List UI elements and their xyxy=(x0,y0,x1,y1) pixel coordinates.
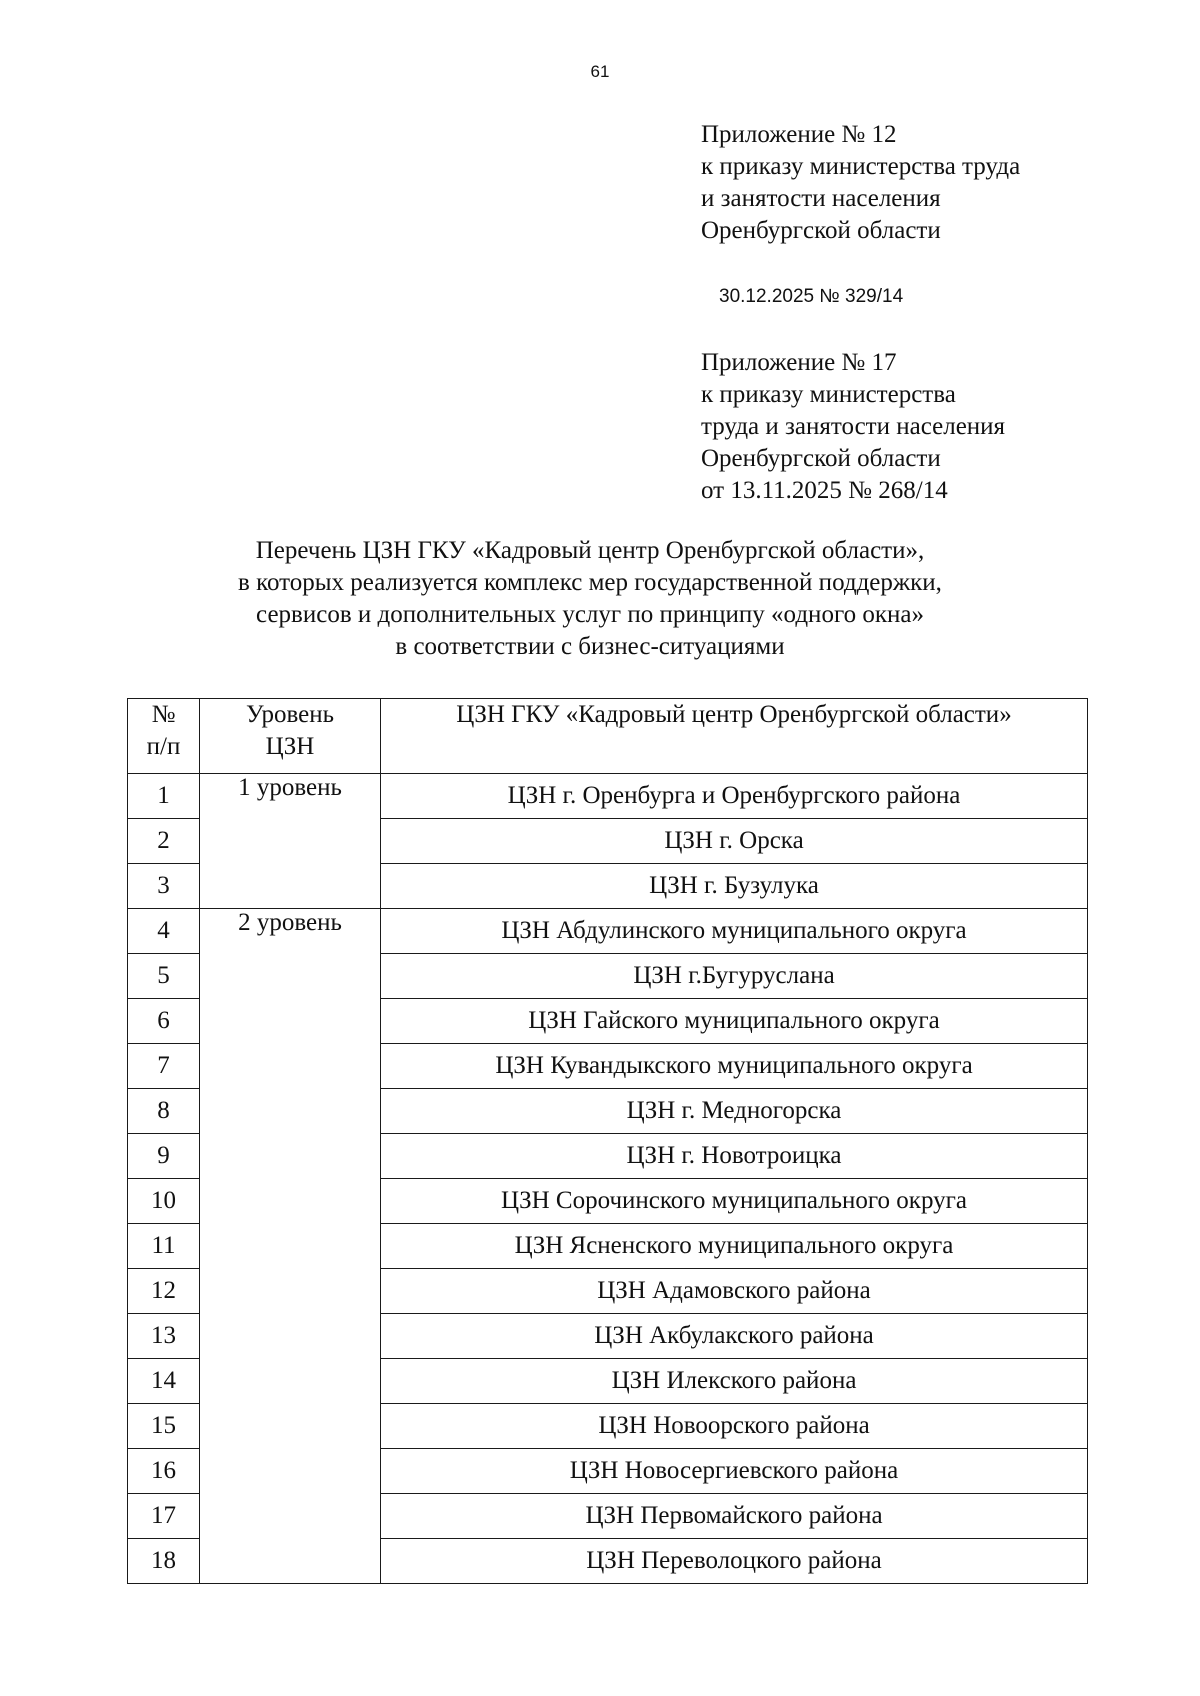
row-center-name: ЦЗН г. Новотроицка xyxy=(381,1134,1088,1179)
title-line: в которых реализуется комплекс мер государственной поддержки, xyxy=(238,569,942,596)
row-number: 4 xyxy=(128,909,200,954)
row-number: 17 xyxy=(128,1494,200,1539)
header-center: ЦЗН ГКУ «Кадровый центр Оренбургской области» xyxy=(381,699,1088,774)
row-center-name: ЦЗН г.Бугуруслана xyxy=(381,954,1088,999)
appendix-17-line: Оренбургской области xyxy=(701,445,941,472)
row-number: 9 xyxy=(128,1134,200,1179)
row-number: 8 xyxy=(128,1089,200,1134)
appendix-17-line: труда и занятости населения xyxy=(701,413,1006,440)
appendix-17-line: Приложение № 17 xyxy=(701,349,897,376)
row-center-name: ЦЗН Новосергиевского района xyxy=(381,1449,1088,1494)
appendix-12-line: и занятости населения xyxy=(701,185,941,212)
row-number: 15 xyxy=(128,1404,200,1449)
row-center-name: ЦЗН г. Бузулука xyxy=(381,864,1088,909)
page-number: 61 xyxy=(590,62,610,81)
level-cell: 1 уровень xyxy=(200,774,381,909)
appendix-12-line: Приложение № 12 xyxy=(701,121,897,148)
appendix-17-line: от 13.11.2025 № 268/14 xyxy=(701,477,948,504)
header-number: № п/п xyxy=(128,699,200,774)
row-center-name: ЦЗН Гайского муниципального округа xyxy=(381,999,1088,1044)
row-number: 3 xyxy=(128,864,200,909)
row-number: 14 xyxy=(128,1359,200,1404)
row-center-name: ЦЗН Переволоцкого района xyxy=(381,1539,1088,1584)
row-center-name: ЦЗН Акбулакского района xyxy=(381,1314,1088,1359)
row-number: 12 xyxy=(128,1269,200,1314)
title-line: в соответствии с бизнес-ситуациями xyxy=(395,633,785,660)
row-center-name: ЦЗН Новоорского района xyxy=(381,1404,1088,1449)
row-number: 2 xyxy=(128,819,200,864)
document-title xyxy=(150,535,1030,663)
table-row xyxy=(128,909,1088,954)
title-line: Перечень ЦЗН ГКУ «Кадровый центр Оренбургской области», xyxy=(255,537,925,564)
row-center-name: ЦЗН Кувандыкского муниципального округа xyxy=(381,1044,1088,1089)
title-line: сервисов и дополнительных услуг по принципу «одного окна» xyxy=(256,601,924,628)
row-number: 5 xyxy=(128,954,200,999)
level-cell: 2 уровень xyxy=(200,909,381,1584)
row-number: 10 xyxy=(128,1179,200,1224)
appendix-12-line: Оренбургской области xyxy=(701,217,941,244)
row-center-name: ЦЗН г. Орска xyxy=(381,819,1088,864)
row-center-name: ЦЗН Сорочинского муниципального округа xyxy=(381,1179,1088,1224)
row-center-name: ЦЗН Ясненского муниципального округа xyxy=(381,1224,1088,1269)
row-center-name: ЦЗН Первомайского района xyxy=(381,1494,1088,1539)
row-number: 13 xyxy=(128,1314,200,1359)
appendix-17-line: к приказу министерства xyxy=(701,381,956,408)
row-center-name: ЦЗН г. Медногорска xyxy=(381,1089,1088,1134)
order-date-number: 30.12.2025 № 329/14 xyxy=(719,286,904,307)
employment-centers-table xyxy=(127,698,1088,1584)
table-header-row xyxy=(128,699,1088,774)
row-center-name: ЦЗН Абдулинского муниципального округа xyxy=(381,909,1088,954)
row-center-name: ЦЗН Адамовского района xyxy=(381,1269,1088,1314)
appendix-12-block xyxy=(701,119,1020,247)
header-level: Уровень ЦЗН xyxy=(200,699,381,774)
row-center-name: ЦЗН г. Оренбурга и Оренбургского района xyxy=(381,774,1088,819)
row-number: 6 xyxy=(128,999,200,1044)
row-number: 11 xyxy=(128,1224,200,1269)
row-number: 18 xyxy=(128,1539,200,1584)
appendix-12-line: к приказу министерства труда xyxy=(701,153,1021,180)
appendix-17-block xyxy=(701,347,1005,507)
table-row xyxy=(128,774,1088,819)
row-number: 7 xyxy=(128,1044,200,1089)
row-number: 16 xyxy=(128,1449,200,1494)
row-center-name: ЦЗН Илекского района xyxy=(381,1359,1088,1404)
row-number: 1 xyxy=(128,774,200,819)
